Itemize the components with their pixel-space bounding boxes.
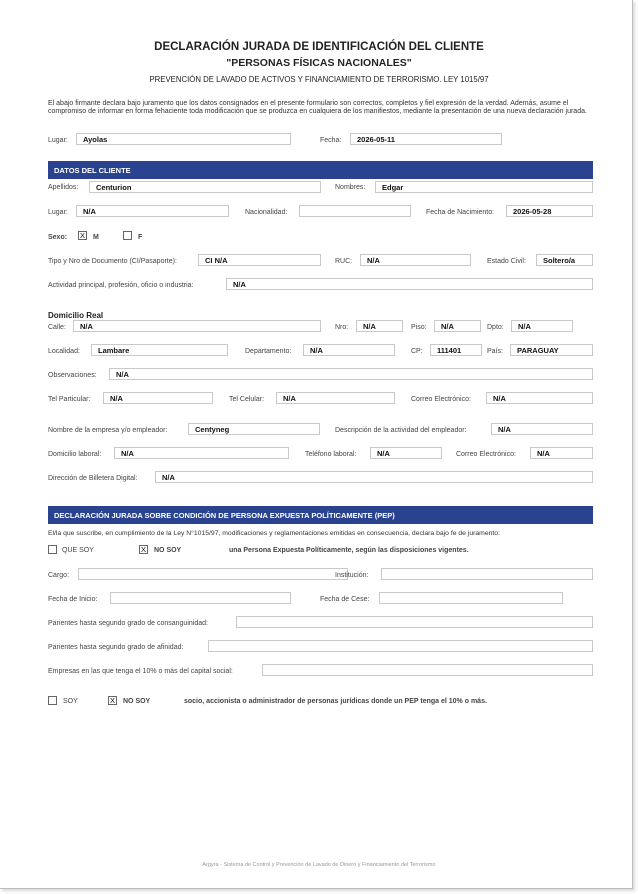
no-soy-socio-label: NO SOY [123,698,151,705]
billetera-field[interactable]: N/A [155,471,593,483]
documento-field[interactable]: CI N/A [198,254,321,266]
empresa-field[interactable]: Centyneg [188,423,320,435]
lugar-nac-field[interactable]: N/A [76,205,229,217]
nro-label: Nro: [335,324,349,331]
consanguinidad-field[interactable] [236,616,593,628]
desc-actividad-label: Descripción de la actividad del empleador: [335,427,467,434]
sexo-m-label: M [93,234,99,241]
correo-label: Correo Electrónico: [411,396,471,403]
afinidad-label: Parientes hasta segundo grado de afinidad: [48,644,184,651]
calle-field[interactable]: N/A [73,320,321,332]
actividad-label: Actividad principal, profesión, oficio o industria: [48,282,194,289]
tel-celular-label: Tel Celular: [229,396,265,403]
domicilio-laboral-field[interactable]: N/A [114,447,289,459]
nombres-label: Nombres: [335,184,366,191]
fecha-inicio-label: Fecha de Inicio: [48,596,98,603]
nombres-field[interactable]: Edgar [375,181,593,193]
empresa-label: Nombre de la empresa y/o empleador: [48,427,168,434]
cargo-label: Cargo: [48,572,70,579]
lugar-field[interactable]: Ayolas [76,133,291,145]
dpto-label: Dpto: [487,324,504,331]
telefono-laboral-label: Teléfono laboral: [305,451,357,458]
estado-civil-field[interactable]: Soltero/a [536,254,593,266]
law-reference: PREVENCIÓN DE LAVADO DE ACTIVOS Y FINANCIAMIENTO DE TERRORISMO. LEY 1015/97 [149,75,489,84]
nacionalidad-label: Nacionalidad: [245,209,288,216]
pep-condition-text: una Persona Expuesta Políticamente, según las disposiciones vigentes. [229,547,469,554]
institucion-label: Institución: [335,572,369,579]
que-soy-checkbox[interactable] [48,545,57,554]
lugar-nac-label: Lugar: [48,209,68,216]
cargo-field[interactable] [78,568,348,580]
client-section-header: DATOS DEL CLIENTE [48,161,593,179]
departamento-field[interactable]: N/A [303,344,395,356]
no-soy-checkbox[interactable]: X [140,545,146,554]
socio-text: socio, accionista o administrador de personas jurídicas donde un PEP tenga el 10% o más. [184,698,487,705]
fecha-nacimiento-label: Fecha de Nacimiento: [426,209,495,216]
fecha-cese-label: Fecha de Cese: [320,596,370,603]
estado-civil-label: Estado Civil: [487,258,526,265]
cp-field[interactable]: 111401 [430,344,482,356]
piso-label: Piso: [411,324,427,331]
domicilio-title: Domicilio Real [48,311,104,320]
correo-field[interactable]: N/A [486,392,593,404]
correo-laboral-field[interactable]: N/A [530,447,593,459]
form-subtitle: "PERSONAS FÍSICAS NACIONALES" [226,57,412,69]
pais-label: País: [487,348,503,355]
telefono-laboral-field[interactable]: N/A [370,447,442,459]
departamento-label: Departamento: [245,348,292,355]
apellidos-label: Apellidos: [48,184,79,191]
consanguinidad-label: Parientes hasta segundo grado de consanguinidad: [48,620,208,627]
piso-field[interactable]: N/A [434,320,481,332]
que-soy-label: QUE SOY [62,547,94,554]
pep-intro: El/la que suscribe, en cumplimiento de la Ley N°1015/97, modificaciones y reglamentaciones emitidas en consecuencia, declara bajo fe de juramento: [48,530,500,537]
soy-checkbox[interactable] [48,696,57,705]
domicilio-laboral-label: Domicilio laboral: [48,451,102,458]
ruc-field[interactable]: N/A [360,254,471,266]
no-soy-label: NO SOY [154,547,182,554]
tel-particular-label: Tel Particular: [48,396,91,403]
pep-section-header: DECLARACIÓN JURADA SOBRE CONDICIÓN DE PERSONA EXPUESTA POLÍTICAMENTE (PEP) [48,506,593,524]
correo-laboral-label: Correo Electrónico: [456,451,516,458]
fecha-label: Fecha: [320,137,342,144]
ruc-label: RUC: [335,258,353,265]
billetera-label: Dirección de Billetera Digital: [48,475,138,482]
empresas-label: Empresas en las que tenga el 10% o más del capital social: [48,668,233,675]
fecha-inicio-field[interactable] [110,592,291,604]
footer-text: Argyra - Sistema de Control y Prevención de Lavado de Dinero y Financiamiento del Terrorismo [202,862,436,868]
form-title: DECLARACIÓN JURADA DE IDENTIFICACIÓN DEL CLIENTE [154,41,484,53]
sexo-f-label: F [138,234,143,241]
dpto-field[interactable]: N/A [511,320,573,332]
observaciones-label: Observaciones: [48,372,97,379]
documento-label: Tipo y Nro de Documento (CI/Pasaporte): [48,258,177,265]
localidad-field[interactable]: Lambare [91,344,228,356]
observaciones-field[interactable]: N/A [109,368,593,380]
nacionalidad-field[interactable] [299,205,411,217]
tel-particular-field[interactable]: N/A [103,392,213,404]
empresas-field[interactable] [262,664,593,676]
institucion-field[interactable] [381,568,593,580]
nro-field[interactable]: N/A [356,320,403,332]
sexo-label: Sexo: [48,234,68,241]
sexo-m-checkbox[interactable]: X [79,231,85,240]
sexo-f-checkbox[interactable] [123,231,132,240]
afinidad-field[interactable] [208,640,593,652]
cp-label: CP: [411,348,423,355]
localidad-label: Localidad: [48,348,80,355]
intro-paragraph: El abajo firmante declara bajo juramento que los datos consignados en el presente formulario son correctos, completos y fiel expresión de la verdad. Además, asume el compromiso de informar en forma fehaciente toda modificación que se produzca en cualquiera de los manifiestos, mediante la presentación de una nueva declaración jurada. [48,100,587,116]
fecha-cese-field[interactable] [379,592,563,604]
apellidos-field[interactable]: Centurion [89,181,321,193]
tel-celular-field[interactable]: N/A [276,392,395,404]
pais-field[interactable]: PARAGUAY [510,344,593,356]
lugar-label: Lugar: [48,137,68,144]
soy-label: SOY [63,698,78,705]
calle-label: Calle: [48,324,66,331]
fecha-nacimiento-field[interactable]: 2026-05-28 [506,205,593,217]
desc-actividad-field[interactable]: N/A [491,423,593,435]
fecha-field[interactable]: 2026-05-11 [350,133,502,145]
actividad-field[interactable]: N/A [226,278,593,290]
no-soy-socio-checkbox[interactable]: X [109,696,115,705]
